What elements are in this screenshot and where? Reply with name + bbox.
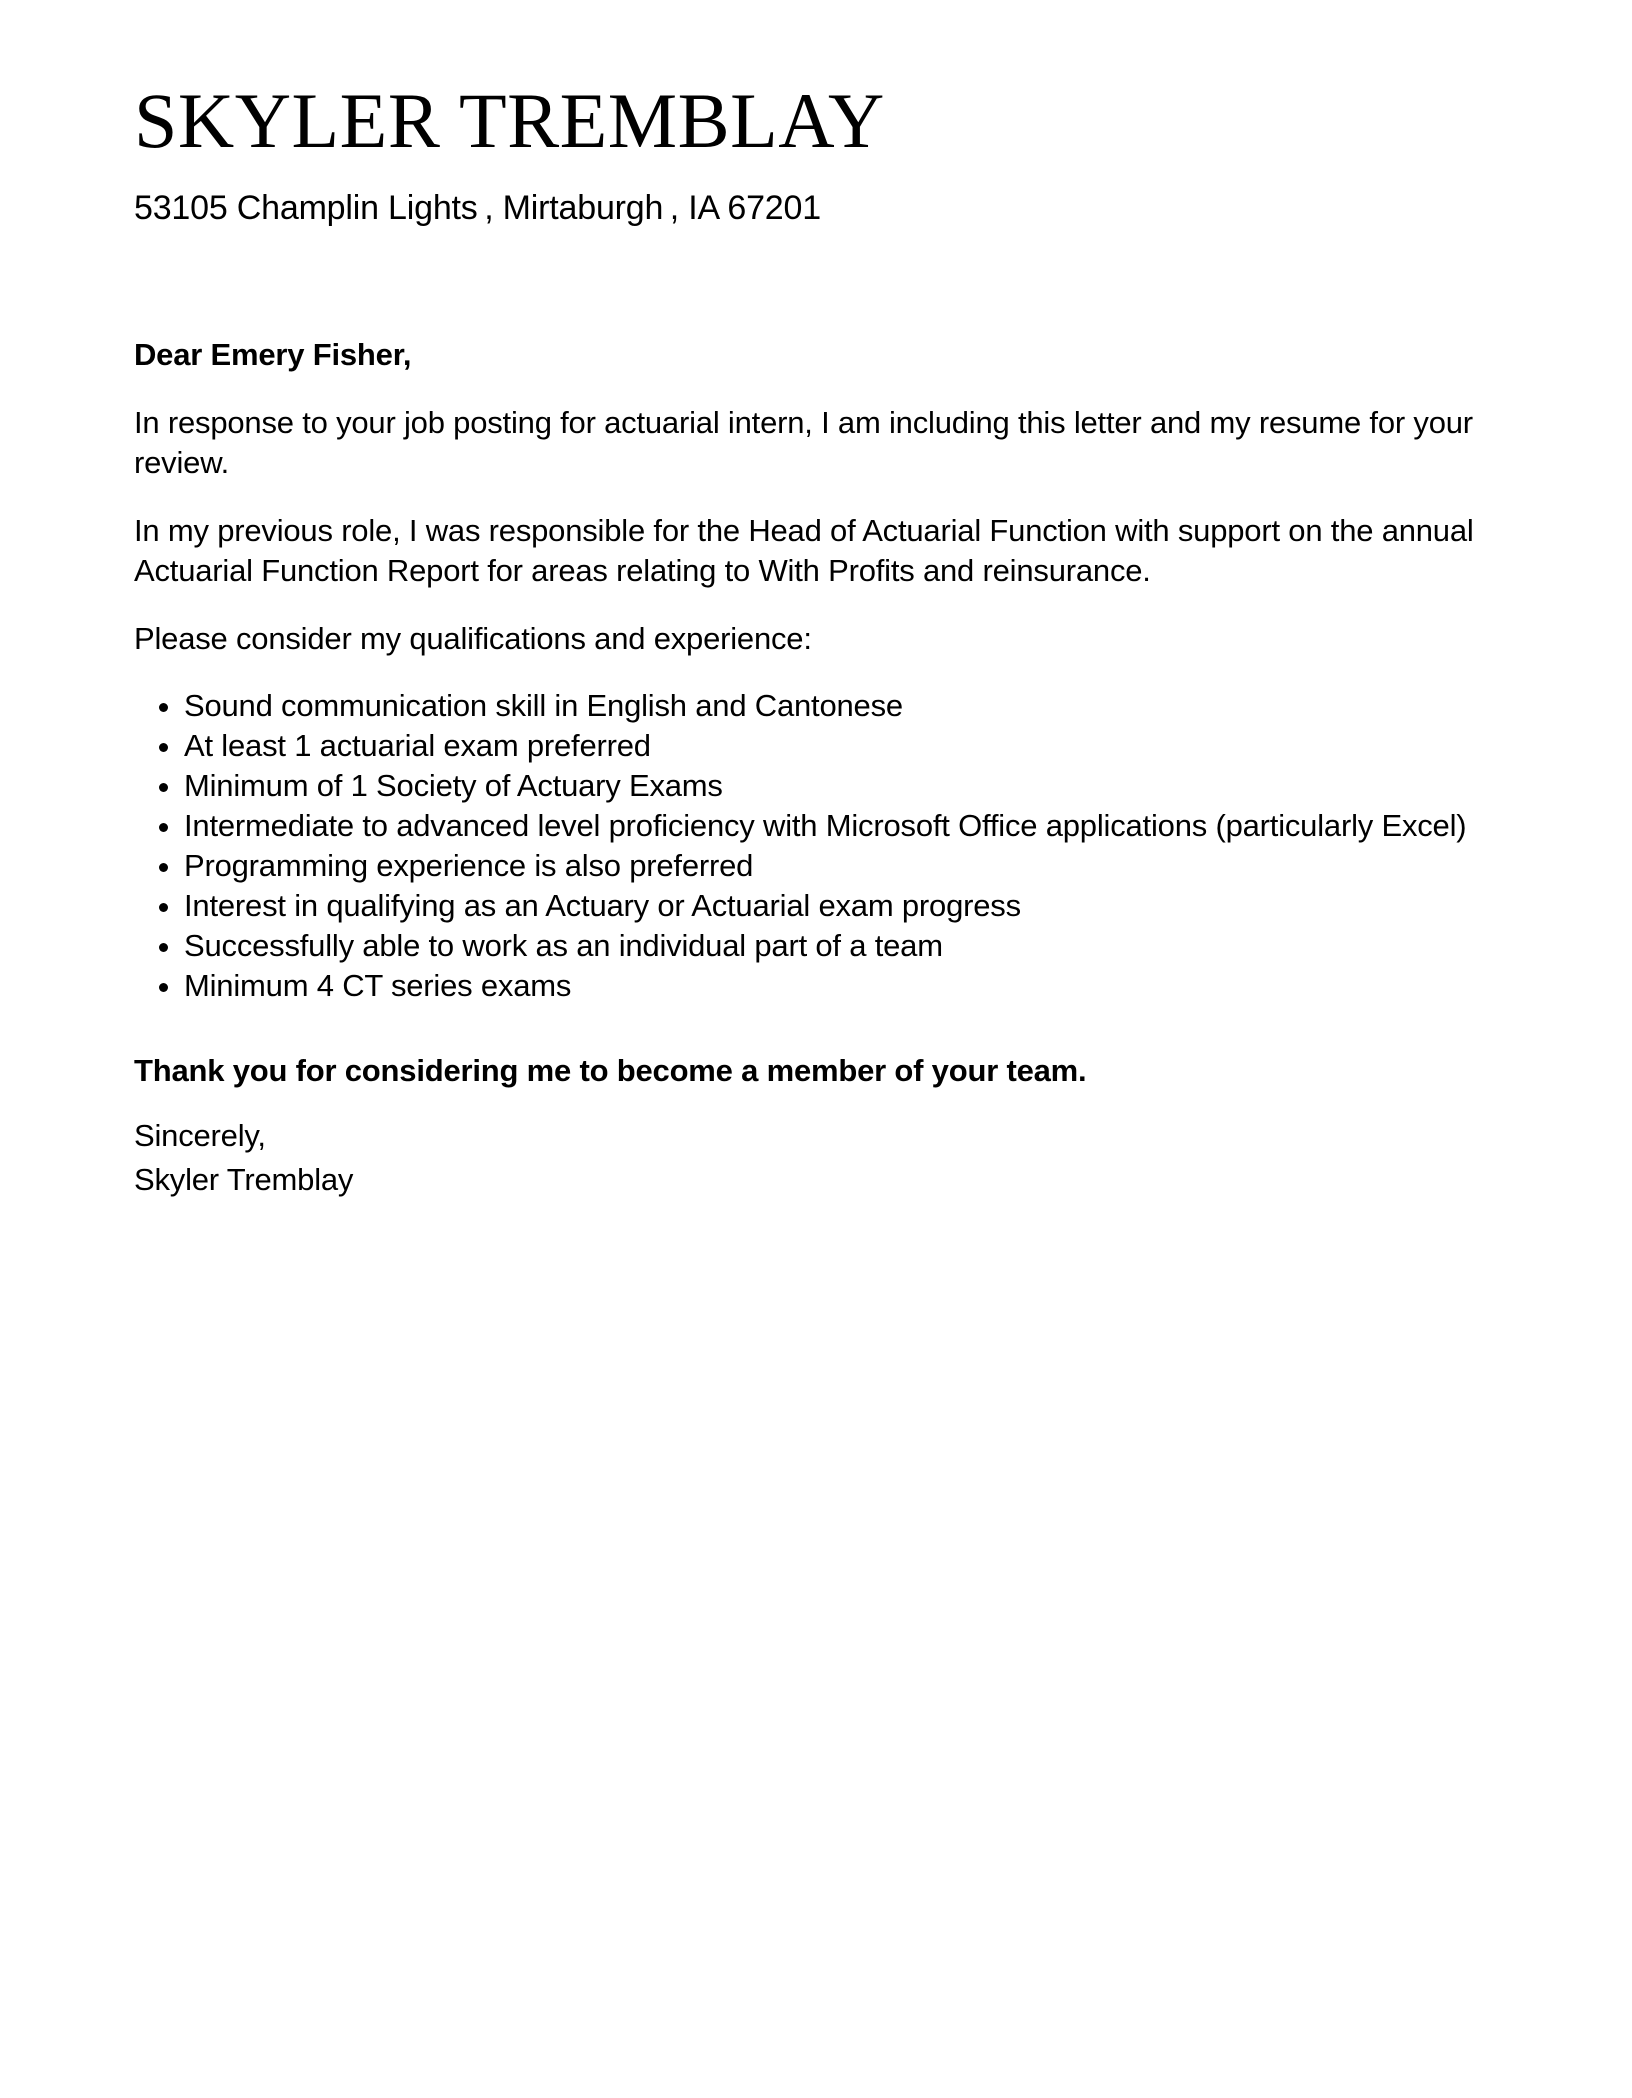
salutation: Dear Emery Fisher, <box>134 337 412 372</box>
list-item: • Minimum 4 CT series exams <box>184 966 1512 1006</box>
list-item: • Minimum of 1 Society of Actuary Exams <box>184 766 1512 806</box>
signoff-block <box>134 1114 1512 1202</box>
previous-role-paragraph: In my previous role, I was responsible for the Head of Actuarial Function with support on the annual Actuarial Function Report for areas relating to With Profits and reinsurance. <box>134 513 1474 588</box>
list-item: • Programming experience is also preferred <box>184 846 1512 886</box>
closing-statement: Thank you for considering me to become a member of your team. <box>134 1053 1087 1088</box>
intro-paragraph: In response to your job posting for actuarial intern, I am including this letter and my resume for your review. <box>134 405 1473 480</box>
qualifications-list <box>134 686 1512 1006</box>
list-item: • Intermediate to advanced level proficiency with Microsoft Office applications (particularly Excel) <box>184 806 1512 846</box>
signoff: Sincerely, <box>134 1118 266 1153</box>
list-item: • Sound communication skill in English and Cantonese <box>184 686 1512 726</box>
page-title: SKYLER TREMBLAY <box>134 77 885 164</box>
list-item: • Successfully able to work as an individual part of a team <box>184 926 1512 966</box>
list-item: • At least 1 actuarial exam preferred <box>184 726 1512 766</box>
address-line: 53105 Champlin Lights , Mirtaburgh , IA 67201 <box>134 189 821 227</box>
signature-name: Skyler Tremblay <box>134 1162 354 1197</box>
qualifications-lead-in: Please consider my qualifications and experience: <box>134 621 812 656</box>
list-item: • Interest in qualifying as an Actuary or Actuarial exam progress <box>184 886 1512 926</box>
